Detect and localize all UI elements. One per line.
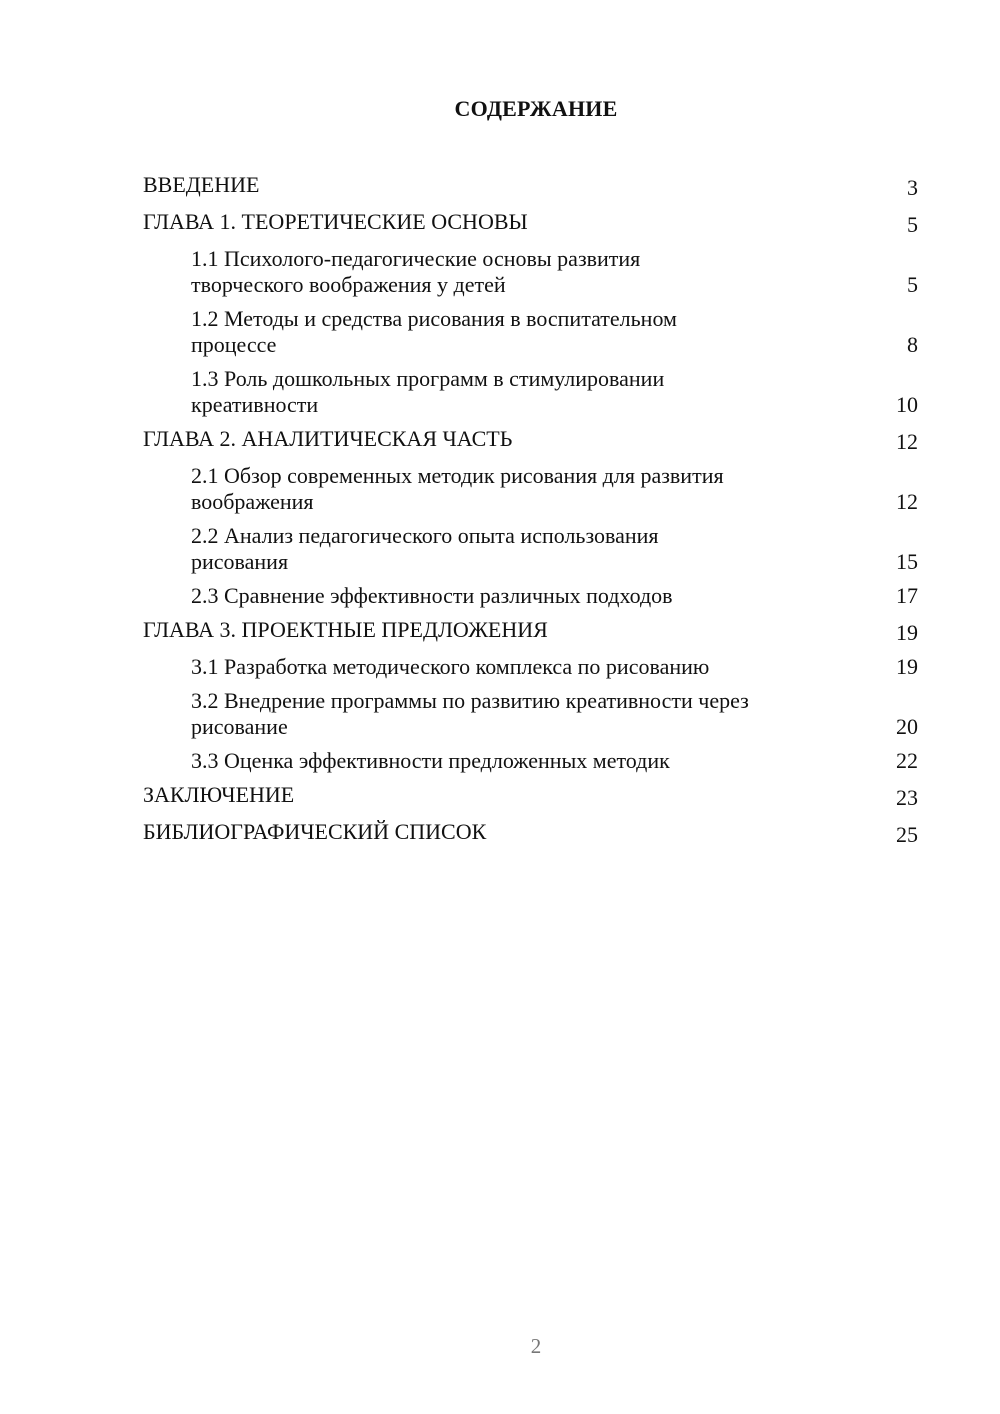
toc-entry xyxy=(143,205,918,242)
toc-subentry-page: 19 xyxy=(896,654,918,679)
toc-subentry-page: 12 xyxy=(896,489,918,514)
toc-subentry xyxy=(143,579,918,613)
toc-subentry-label-line2: рисование xyxy=(191,714,288,739)
toc-subentry xyxy=(143,362,918,422)
toc-subentry-page: 15 xyxy=(896,549,918,574)
toc-entry-label: ГЛАВА 3. ПРОЕКТНЫЕ ПРЕДЛОЖЕНИЯ xyxy=(143,617,548,642)
toc-entry xyxy=(143,815,918,852)
toc-subentry-label-line2: процессе xyxy=(191,332,277,357)
toc-entry-page: 5 xyxy=(907,212,918,237)
page-number: 2 xyxy=(530,1334,542,1358)
toc-subentry-label-line2: воображения xyxy=(191,489,314,514)
toc-subentry-label-line1: 3.1 Разработка методического комплекса по рисованию xyxy=(191,654,710,679)
toc-subentry xyxy=(143,459,918,519)
toc-subentry-label-line1: 1.2 Методы и средства рисования в воспитательном xyxy=(191,306,677,331)
toc-subentry-page: 20 xyxy=(896,714,918,739)
toc-subentry-label-line1: 2.2 Анализ педагогического опыта использования xyxy=(191,523,659,548)
toc-subentry xyxy=(143,650,918,684)
toc-subentry-label-line1: 3.3 Оценка эффективности предложенных методик xyxy=(191,748,670,773)
toc-subentry-label-line2: креативности xyxy=(191,392,319,417)
toc-subentry-label-line2: рисования xyxy=(191,549,289,574)
toc-subentry-page: 17 xyxy=(896,583,918,608)
toc-subentry-page: 22 xyxy=(896,748,918,773)
toc-subentry-label-line1: 2.3 Сравнение эффективности различных подходов xyxy=(191,583,673,608)
toc-entry xyxy=(143,168,918,205)
toc-subentry-label-line1: 2.1 Обзор современных методик рисования для развития xyxy=(191,463,724,488)
toc-subentry-page: 10 xyxy=(896,392,918,417)
toc-entry-label: БИБЛИОГРАФИЧЕСКИЙ СПИСОК xyxy=(143,819,487,844)
toc-entry-label: ВВЕДЕНИЕ xyxy=(143,172,260,197)
page-title: СОДЕРЖАНИЕ xyxy=(454,96,618,121)
toc-subentry xyxy=(143,519,918,579)
toc-entry xyxy=(143,778,918,815)
toc-entry-page: 19 xyxy=(896,620,918,645)
toc-entry xyxy=(143,613,918,650)
toc-subentry-label-line1: 3.2 Внедрение программы по развитию креативности через xyxy=(191,688,749,713)
toc-entry xyxy=(143,422,918,459)
table-of-contents xyxy=(143,168,918,852)
toc-subentry-page: 5 xyxy=(907,272,918,297)
toc-entry-page: 3 xyxy=(907,175,918,200)
toc-subentry-label-line2: творческого воображения у детей xyxy=(191,272,506,297)
toc-entry-label: ГЛАВА 2. АНАЛИТИЧЕСКАЯ ЧАСТЬ xyxy=(143,426,513,451)
toc-entry-page: 12 xyxy=(896,429,918,454)
toc-subentry-label-line1: 1.3 Роль дошкольных программ в стимулировании xyxy=(191,366,665,391)
toc-subentry xyxy=(143,242,918,302)
toc-subentry xyxy=(143,302,918,362)
toc-entry-page: 25 xyxy=(896,822,918,847)
toc-entry-label: ЗАКЛЮЧЕНИЕ xyxy=(143,782,295,807)
toc-subentry xyxy=(143,684,918,744)
toc-subentry-page: 8 xyxy=(907,332,918,357)
toc-subentry xyxy=(143,744,918,778)
toc-entry-page: 23 xyxy=(896,785,918,810)
toc-subentry-label-line1: 1.1 Психолого-педагогические основы развития xyxy=(191,246,641,271)
toc-entry-label: ГЛАВА 1. ТЕОРЕТИЧЕСКИЕ ОСНОВЫ xyxy=(143,209,528,234)
